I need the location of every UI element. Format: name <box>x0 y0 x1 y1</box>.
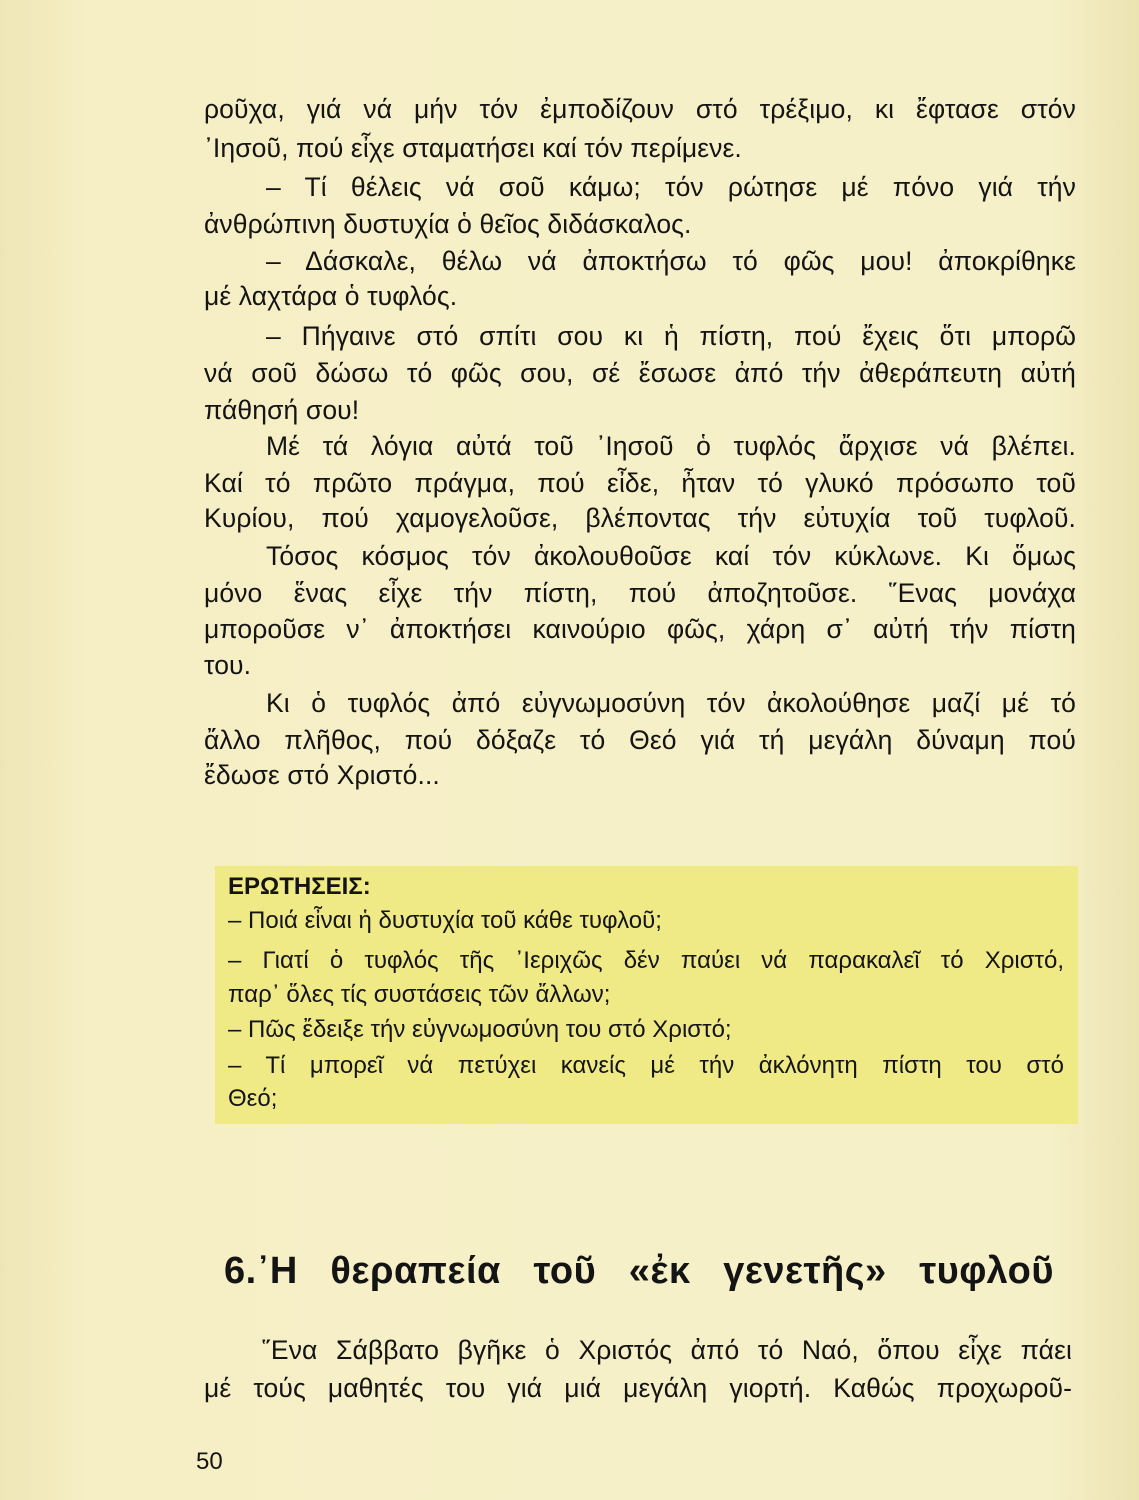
story-line: μποροῦσε ν᾿ ἀποκτήσει καινούριο φῶς, χάρη σ᾿ αὐτή τήν πίστη <box>204 614 1076 644</box>
question-1: – Ποιά εἶναι ἡ δυστυχία τοῦ κάθε τυφλοῦ; <box>228 907 662 934</box>
story-line: Μέ τά λόγια αὐτά τοῦ ᾿Ιησοῦ ὁ τυφλός ἄρχισε νά βλέπει. <box>266 431 1076 461</box>
story-line: – Τί θέλεις νά σοῦ κάμω; τόν ρώτησε μέ πόνο γιά τήν <box>266 172 1076 202</box>
question-2-line-2: παρ᾿ ὅλες τίς συστάσεις τῶν ἄλλων; <box>228 981 611 1008</box>
story-line: – Δάσκαλε, θέλω νά ἀποκτήσω τό φῶς μου! ἀποκρίθηκε <box>266 246 1076 276</box>
story-line: – Πήγαινε στό σπίτι σου κι ἡ πίστη, πού ἔχεις ὅτι μπορῶ <box>266 321 1076 351</box>
question-4-line-2: Θεό; <box>228 1085 278 1112</box>
questions-title: ΕΡΩΤΗΣΕΙΣ: <box>228 873 371 900</box>
story-line: ᾿Ιησοῦ, πού εἶχε σταματήσει καί τόν περίμενε. <box>204 133 742 163</box>
chapter-heading: 6.᾿Η θεραπεία τοῦ «ἐκ γενετῆς» τυφλοῦ <box>224 1250 1054 1292</box>
story-line: ἔδωσε στό Χριστό... <box>204 760 440 790</box>
story-line: νά σοῦ δώσω τό φῶς σου, σέ ἔσωσε ἀπό τήν ἀθεράπευτη αὐτή <box>204 358 1076 388</box>
story-line: πάθησή σου! <box>204 395 360 425</box>
page-number: 50 <box>196 1448 223 1475</box>
story-line: Καί τό πρῶτο πράγμα, πού εἶδε, ἦταν τό γλυκό πρόσωπο τοῦ <box>204 468 1076 498</box>
question-3: – Πῶς ἔδειξε τήν εὐγνωμοσύνη του στό Χριστό; <box>228 1016 732 1043</box>
story-line: μόνο ἕνας εἶχε τήν πίστη, πού ἀποζητοῦσε. ῞Ενας μονάχα <box>204 578 1076 608</box>
story-line: Κυρίου, πού χαμογελοῦσε, βλέποντας τήν εὐτυχία τοῦ τυφλοῦ. <box>204 503 1076 533</box>
chapter-line: ῞Ενα Σάββατο βγῆκε ὁ Χριστός ἀπό τό Ναό, ὅπου εἶχε πάει <box>262 1335 1072 1365</box>
story-line: ροῦχα, γιά νά μήν τόν ἐμποδίζουν στό τρέξιμο, κι ἔφτασε στόν <box>204 94 1076 124</box>
chapter-line: μέ τούς μαθητές του γιά μιά μεγάλη γιορτή. Καθώς προχωροῦ- <box>204 1373 1072 1403</box>
story-line: Τόσος κόσμος τόν ἀκολουθοῦσε καί τόν κύκλωνε. Κι ὅμως <box>266 541 1076 571</box>
question-2-line-1: – Γιατί ὁ τυφλός τῆς ᾿Ιεριχῶς δέν παύει νά παρακαλεῖ τό Χριστό, <box>228 947 1064 974</box>
story-line: ἄλλο πλῆθος, πού δόξαζε τό Θεό γιά τή μεγάλη δύναμη πού <box>204 725 1076 755</box>
story-line: Κι ὁ τυφλός ἀπό εὐγνωμοσύνη τόν ἀκολούθησε μαζί μέ τό <box>266 688 1076 718</box>
story-line: ἀνθρώπινη δυστυχία ὁ θεῖος διδάσκαλος. <box>204 209 692 239</box>
story-line: του. <box>204 650 252 680</box>
question-4-line-1: – Τί μπορεῖ νά πετύχει κανείς μέ τήν ἀκλόνητη πίστη του στό <box>228 1052 1064 1079</box>
story-line: μέ λαχτάρα ὁ τυφλός. <box>204 281 458 311</box>
